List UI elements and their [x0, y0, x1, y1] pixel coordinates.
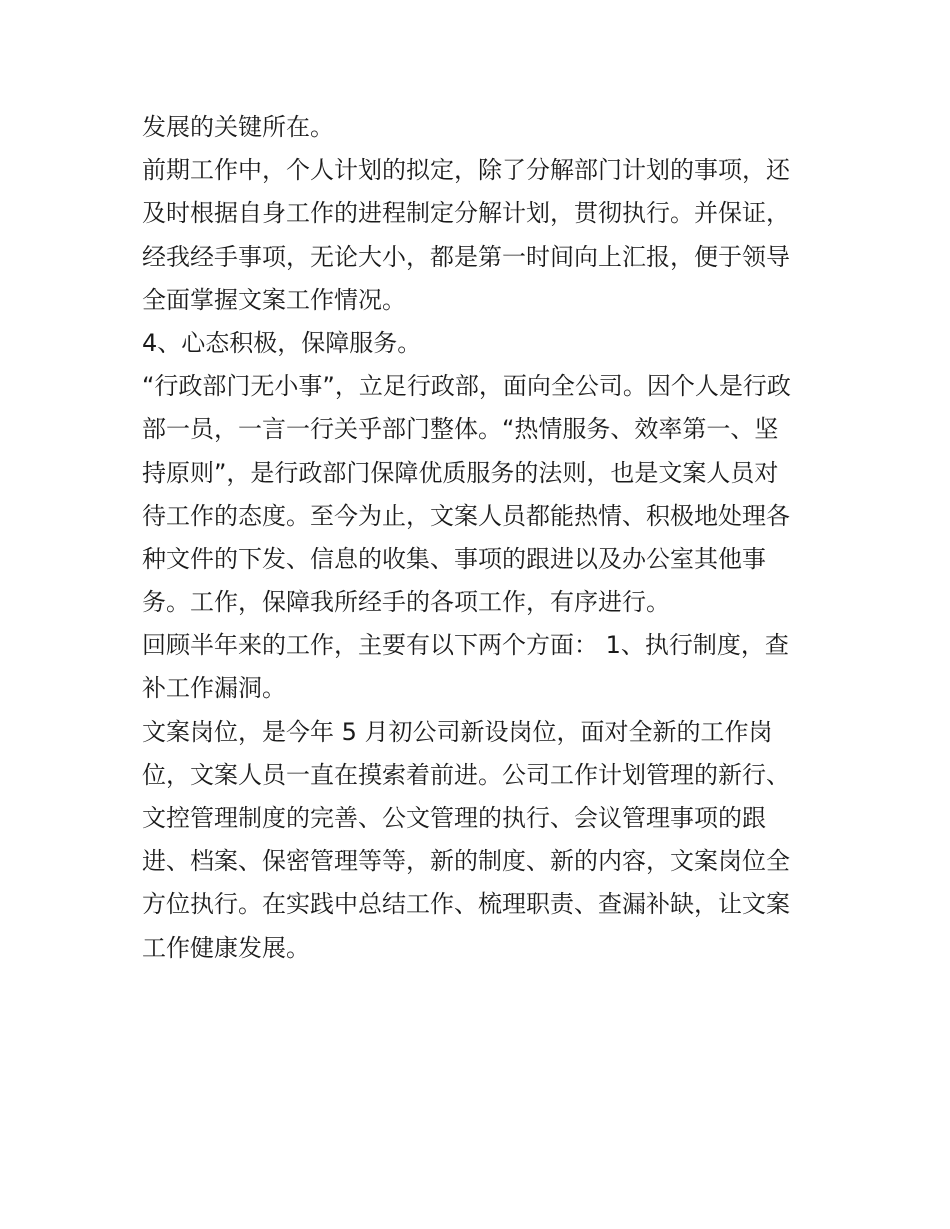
document-body — [142, 106, 817, 970]
section-heading: 4、心态积极，保障服务。 — [142, 328, 422, 357]
text-line: “行政部门无小事”，立足行政部，面向全公司。因个人是行政 — [142, 372, 791, 401]
text-line: 发展的关键所在。 — [142, 113, 334, 141]
text-line: 方位执行。在实践中总结工作、梳理职责、查漏补缺，让文案 — [142, 890, 790, 919]
text-line: 前期工作中，个人计划的拟定，除了分解部门计划的事项，还 — [142, 156, 790, 185]
text-line: 部一员，一言一行关乎部门整体。“热情服务、效率第一、坚 — [142, 415, 779, 444]
text-line: 持原则”，是行政部门保障优质服务的法则，也是文案人员对 — [142, 458, 779, 487]
text-line: 位，文案人员一直在摸索着前进。公司工作计划管理的新行、 — [142, 760, 790, 789]
text-line: 种文件的下发、信息的收集、事项的跟进以及办公室其他事 — [142, 544, 766, 573]
text-line: 经我经手事项，无论大小，都是第一时间向上汇报，便于领导 — [142, 242, 790, 271]
text-line: 进、档案、保密管理等等，新的制度、新的内容，文案岗位全 — [142, 847, 790, 876]
text-line: 工作健康发展。 — [142, 933, 310, 962]
text-line: 文控管理制度的完善、公文管理的执行、会议管理事项的跟 — [142, 804, 766, 832]
text-line: 补工作漏洞。 — [142, 674, 286, 703]
text-line: 务。工作，保障我所经手的各项工作，有序进行。 — [142, 588, 670, 617]
text-line: 全面掌握文案工作情况。 — [142, 285, 406, 314]
text-line: 文案岗位，是今年 5 月初公司新设岗位，面对全新的工作岗 — [142, 717, 773, 746]
text-line: 待工作的态度。至今为止，文案人员都能热情、积极地处理各 — [142, 501, 790, 530]
text-line: 及时根据自身工作的进程制定分解计划，贯彻执行。并保证， — [142, 199, 790, 228]
text-line: 回顾半年来的工作，主要有以下两个方面： 1、执行制度，查 — [142, 631, 789, 660]
